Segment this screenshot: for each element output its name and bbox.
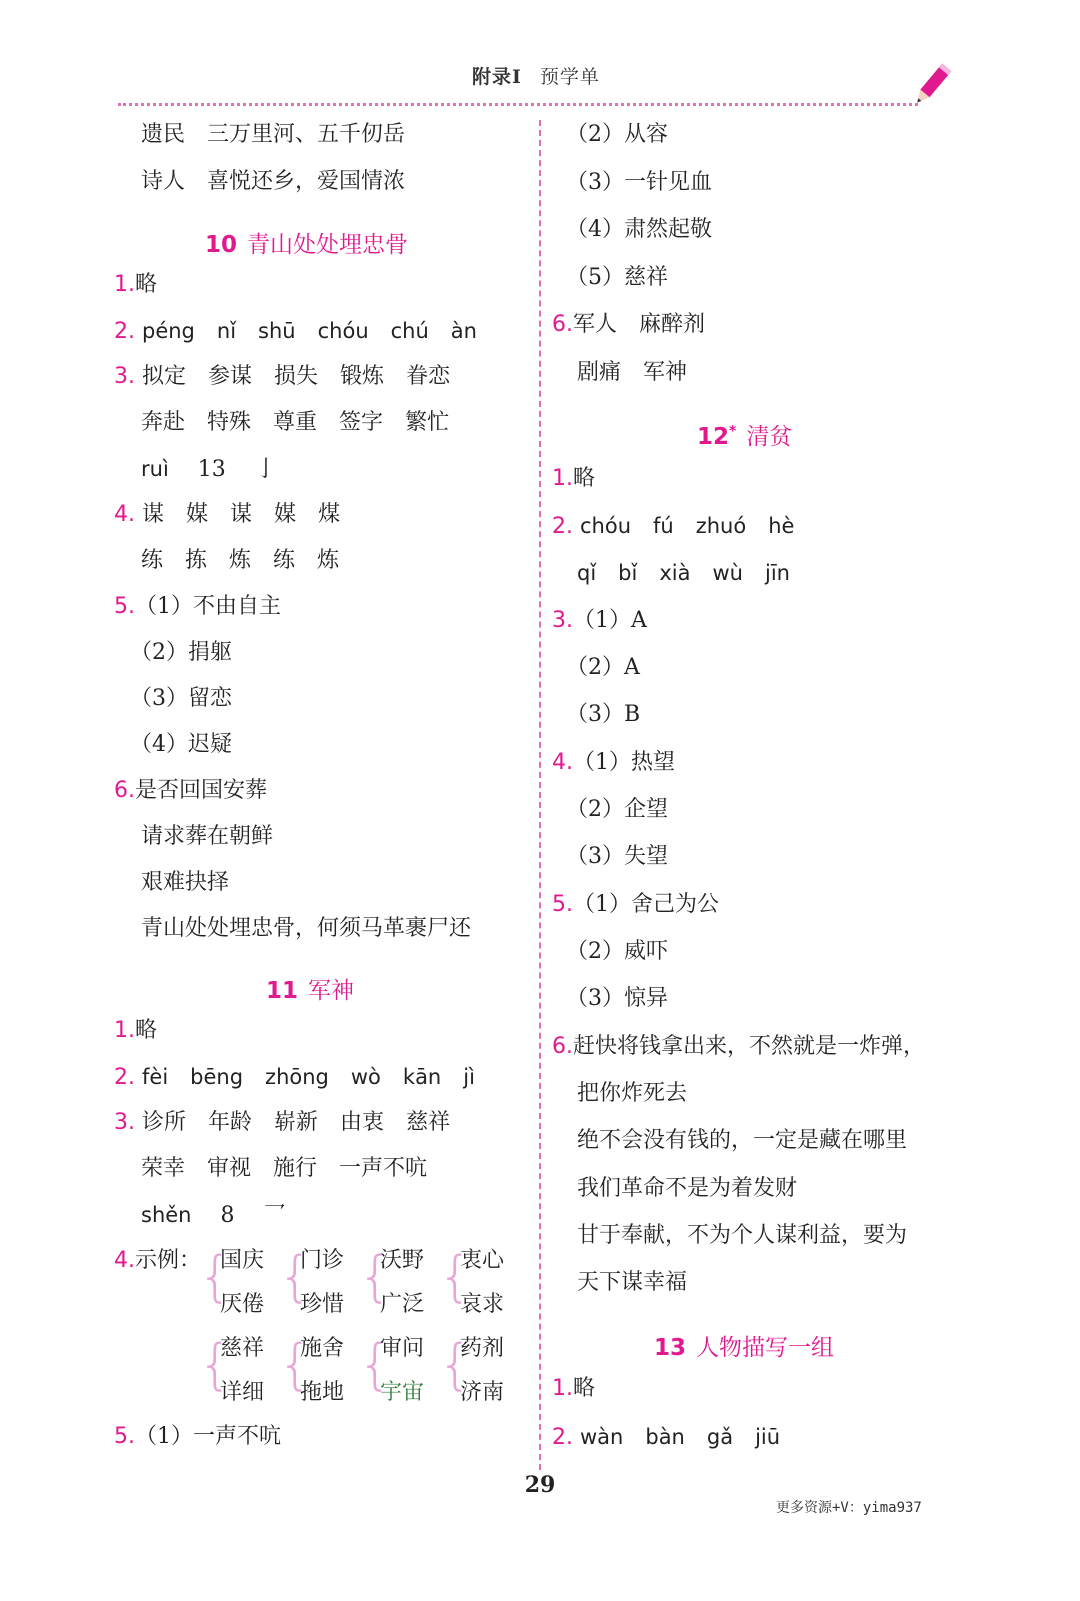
right-item-4: （4）肃然起敬 xyxy=(566,217,712,242)
q10-2: 2. péng nǐ shū chóu chú àn xyxy=(114,319,477,344)
pair-6: 施舍 拖地 xyxy=(300,1336,345,1405)
q12-4-2: （2）企望 xyxy=(566,797,668,822)
q10-4: 4. 谋 媒 谋 媒 煤 xyxy=(114,502,341,527)
q12-6-5: 甘于奉献，不为个人谋利益，要为 xyxy=(577,1223,908,1248)
q10-3-row2: 奔赴 特殊 尊重 签字 繁忙 xyxy=(141,410,450,435)
right-item-5: （5）慈祥 xyxy=(566,265,668,290)
q12-5-3: （3）惊异 xyxy=(566,986,668,1011)
q12-5: 5.（1）舍己为公 xyxy=(552,892,719,917)
q11-2: 2. fèi bēng zhōng wò kān jì xyxy=(114,1065,475,1090)
q12-3-3: （3）B xyxy=(566,702,641,727)
q10-6-4: 青山处处埋忠骨，何须马革裹尸还 xyxy=(141,916,472,941)
q10-1: 1.略 xyxy=(114,272,158,297)
q11-1: 1.略 xyxy=(114,1018,158,1043)
brace-icon: { xyxy=(438,1333,473,1396)
section-title-12: 12* 清贫 xyxy=(697,423,793,450)
q11-6: 6.军人 麻醉剂 xyxy=(552,312,706,337)
q11-5: 5.（1）一声不吭 xyxy=(114,1424,281,1449)
q12-4-3: （3）失望 xyxy=(566,844,668,869)
header-divider xyxy=(118,103,918,106)
q11-3-row3: shěn 8 乛 xyxy=(141,1203,286,1228)
q10-3-row3: ruì 13 亅 xyxy=(141,457,277,482)
q12-6: 6.赶快将钱拿出来，不然就是一炸弹， xyxy=(552,1034,926,1059)
pair-1: 国庆 厌倦 xyxy=(220,1248,265,1317)
q10-4-row2: 练 拣 炼 练 炼 xyxy=(141,548,340,573)
q10-3: 3. 拟定 参谋 损失 锻炼 眷恋 xyxy=(114,364,451,389)
right-item-3: （3）一针见血 xyxy=(566,170,712,195)
pencil-icon xyxy=(912,60,952,110)
page-number: 29 xyxy=(524,1472,556,1498)
header-appendix: 附录Ⅰ xyxy=(472,66,522,88)
right-item-2: （2）从容 xyxy=(566,122,668,147)
brace-icon: { xyxy=(198,1245,233,1308)
q12-6-2: 把你炸死去 xyxy=(577,1081,688,1106)
pair-7: 审问 宇宙 xyxy=(380,1336,425,1405)
column-divider xyxy=(539,120,541,1470)
q12-1: 1.略 xyxy=(552,466,596,491)
q10-5-3: （3）留恋 xyxy=(130,686,232,711)
q12-4: 4.（1）热望 xyxy=(552,750,675,775)
pair-3: 沃野 广泛 xyxy=(380,1248,425,1317)
pair-4: 衷心 哀求 xyxy=(460,1248,505,1317)
brace-icon: { xyxy=(198,1333,233,1396)
q11-3-row2: 荣幸 审视 施行 一声不吭 xyxy=(141,1156,428,1181)
header-title: 预学单 xyxy=(539,66,600,88)
q11-3: 3. 诊所 年龄 崭新 由衷 慈祥 xyxy=(114,1110,451,1135)
brace-icon: { xyxy=(278,1333,313,1396)
q10-6-2: 请求葬在朝鲜 xyxy=(141,824,274,849)
q13-2: 2. wàn bàn gǎ jiū xyxy=(552,1425,781,1450)
footer-note: 更多资源+V：yima937 xyxy=(776,1500,922,1516)
q10-6-3: 艰难抉择 xyxy=(141,870,230,895)
q11-4: 4.示例： xyxy=(114,1248,202,1273)
q10-5-2: （2）捐躯 xyxy=(130,640,232,665)
q12-6-6: 天下谋幸福 xyxy=(577,1270,688,1295)
q10-6: 6.是否回国安葬 xyxy=(114,778,268,803)
q12-6-3: 绝不会没有钱的，一定是藏在哪里 xyxy=(577,1128,908,1153)
header-text xyxy=(472,62,600,89)
q12-3: 3.（1）A xyxy=(552,608,647,633)
pair-5: 慈祥 详细 xyxy=(220,1336,265,1405)
q10-5-4: （4）迟疑 xyxy=(130,732,232,757)
brace-icon: { xyxy=(278,1245,313,1308)
q13-1: 1.略 xyxy=(552,1376,596,1401)
brace-icon: { xyxy=(438,1245,473,1308)
brace-icon: { xyxy=(358,1333,393,1396)
section-title-11: 11 军神 xyxy=(266,978,355,1004)
q12-6-4: 我们革命不是为着发财 xyxy=(577,1176,798,1201)
left-line-2: 诗人 喜悦还乡，爱国情浓 xyxy=(141,169,406,194)
pair-2: 门诊 珍惜 xyxy=(300,1248,345,1317)
pair-8: 药剂 济南 xyxy=(460,1336,505,1405)
section-title-10: 10 青山处处埋忠骨 xyxy=(205,232,409,258)
q12-2: 2. chóu fú zhuó hè xyxy=(552,514,795,539)
q11-6-row2: 剧痛 军神 xyxy=(577,360,688,385)
left-line-1: 遗民 三万里河、五千仞岳 xyxy=(141,122,406,147)
q12-3-2: （2）A xyxy=(566,655,640,680)
section-title-13: 13 人物描写一组 xyxy=(654,1335,835,1361)
q12-2-row2: qǐ bǐ xià wù jīn xyxy=(577,561,790,585)
brace-icon: { xyxy=(358,1245,393,1308)
q12-5-2: （2）威吓 xyxy=(566,939,668,964)
q10-5: 5.（1）不由自主 xyxy=(114,594,281,619)
